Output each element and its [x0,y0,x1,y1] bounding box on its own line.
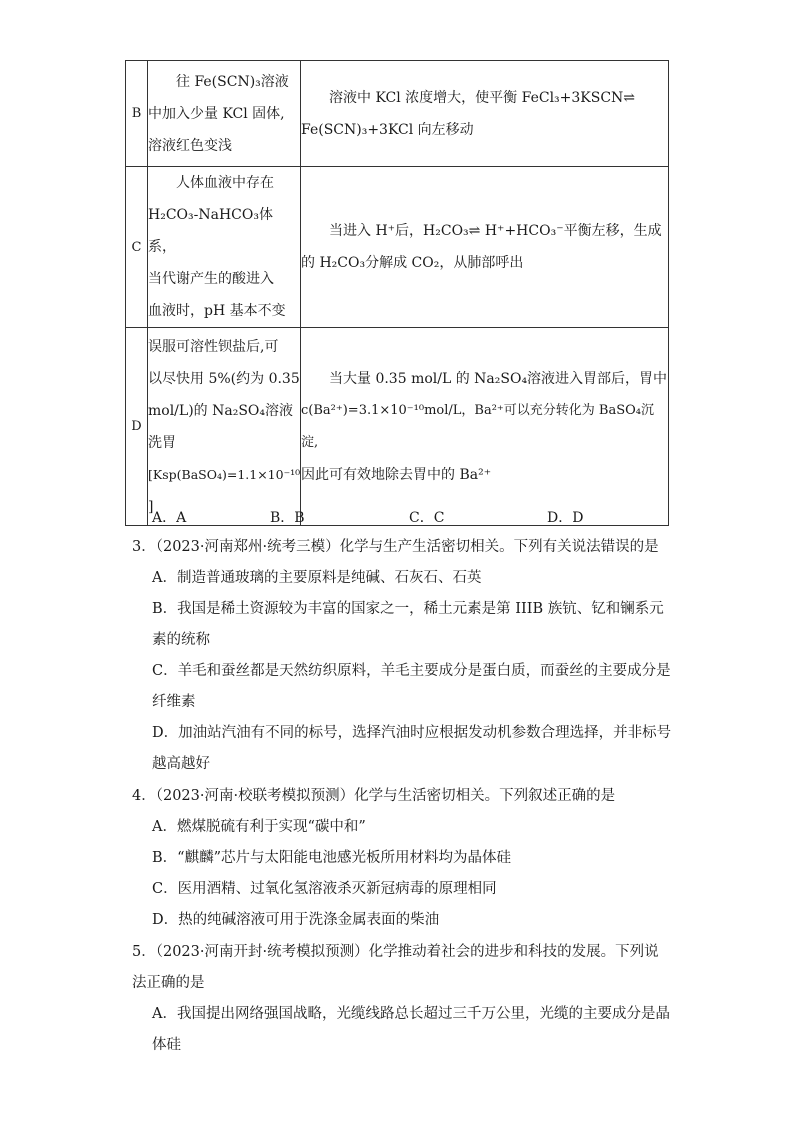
table-row-c [126,167,669,328]
cell-line: 中加入少量 KCl 固体, [148,105,285,122]
option-c[interactable]: C．羊毛和蚕丝都是天然纺织原料，羊毛主要成分是蛋白质，而蚕丝的主要成分是纤维素 [152,663,671,710]
cell-line: 当代谢产生的酸进入 [148,271,274,287]
row-letter: C [126,167,148,328]
cell-line: 误服可溶性钡盐后,可 [148,338,279,355]
explanation-cell [301,61,669,167]
cell-line: 当进入 H⁺后，H₂CO₃⇌ H⁺+HCO₃⁻平衡左移，生成 [329,223,662,239]
cell-line: 人体血液中存在 [176,175,274,191]
explanation-cell [301,167,669,328]
choice-a[interactable]: A．A [152,510,187,526]
option-d[interactable]: D．加油站汽油有不同的标号，选择汽油时应根据发动机参数合理选择，并非标号越高越好 [152,725,672,772]
option-b[interactable]: B．我国是稀土资源较为丰富的国家之一，稀土元素是第 IIIB 族钪、钇和镧系元素的统称 [152,601,664,648]
answer-analysis-table [125,60,669,526]
option-a[interactable]: A．我国提出网络强国战略，光缆线路总长超过三千万公里，光缆的主要成分是晶体硅 [152,1006,670,1053]
cell-line: 当大量 0.35 mol/L 的 Na₂SO₄溶液进入胃部后，胃中 [329,370,668,387]
explanation-cell [301,328,669,526]
choice-b[interactable]: B．B [270,510,305,526]
cell-line: 溶液红色变浅 [148,137,232,154]
operation-cell [148,61,301,167]
cell-line: 溶液中 KCl 浓度增大，使平衡 FeCl₃+3KSCN⇌ [329,89,636,106]
cell-line: [Ksp(BaSO₄)=1.1×10⁻¹⁰ [148,466,301,482]
option-c[interactable]: C．医用酒精、过氧化氢溶液杀灭新冠病毒的原理相同 [152,881,497,897]
cell-line: 以尽快用 5%(约为 0.35 [148,370,300,387]
question-stem: 3．（2023·河南郑州·统考三模）化学与生产生活密切相关。下列有关说法错误的是 [132,539,659,555]
choice-c[interactable]: C．C [409,510,445,526]
row-letter: B [126,61,148,167]
cell-line: 往 Fe(SCN)₃溶液 [176,73,289,90]
cell-line: 的 H₂CO₃分解成 CO₂，从肺部呼出 [301,255,524,271]
operation-cell [148,167,301,328]
cell-line: H₂CO₃-NaHCO₃体系， [148,207,273,255]
option-a[interactable]: A．制造普通玻璃的主要原料是纯碱、石灰石、石英 [152,570,482,586]
operation-cell [148,328,301,526]
question-stem: 5．（2023·河南开封·统考模拟预测）化学推动着社会的进步和科技的发展。下列说法正确的是 [132,944,659,991]
question-stem: 4．（2023·河南·校联考模拟预测）化学与生活密切相关。下列叙述正确的是 [132,788,616,804]
table-row-b [126,61,669,167]
option-d[interactable]: D．热的纯碱溶液可用于洗涤金属表面的柴油 [152,912,440,928]
cell-line: Fe(SCN)₃+3KCl 向左移动 [301,121,474,138]
cell-line: 洗胃 [148,434,176,451]
question-5 [132,937,672,1061]
cell-line: 血液时，pH 基本不变 [148,303,286,319]
table-row-d [126,328,669,526]
cell-line: mol/L)的 Na₂SO₄溶液 [148,402,293,419]
row-letter: D [126,328,148,526]
cell-line: ] [148,498,154,515]
option-b[interactable]: B．“麒麟”芯片与太阳能电池感光板所用材料均为晶体硅 [152,850,511,866]
question-3 [132,532,672,780]
cell-line: c(Ba²⁺)=3.1×10⁻¹⁰mol/L，Ba²⁺可以充分转化为 BaSO₄沉淀, [301,402,654,450]
option-a[interactable]: A．燃煤脱硫有利于实现“碳中和” [152,819,366,835]
question-4 [132,781,672,936]
cell-line: 因此可有效地除去胃中的 Ba²⁺ [301,466,492,483]
choice-d[interactable]: D．D [547,510,584,526]
